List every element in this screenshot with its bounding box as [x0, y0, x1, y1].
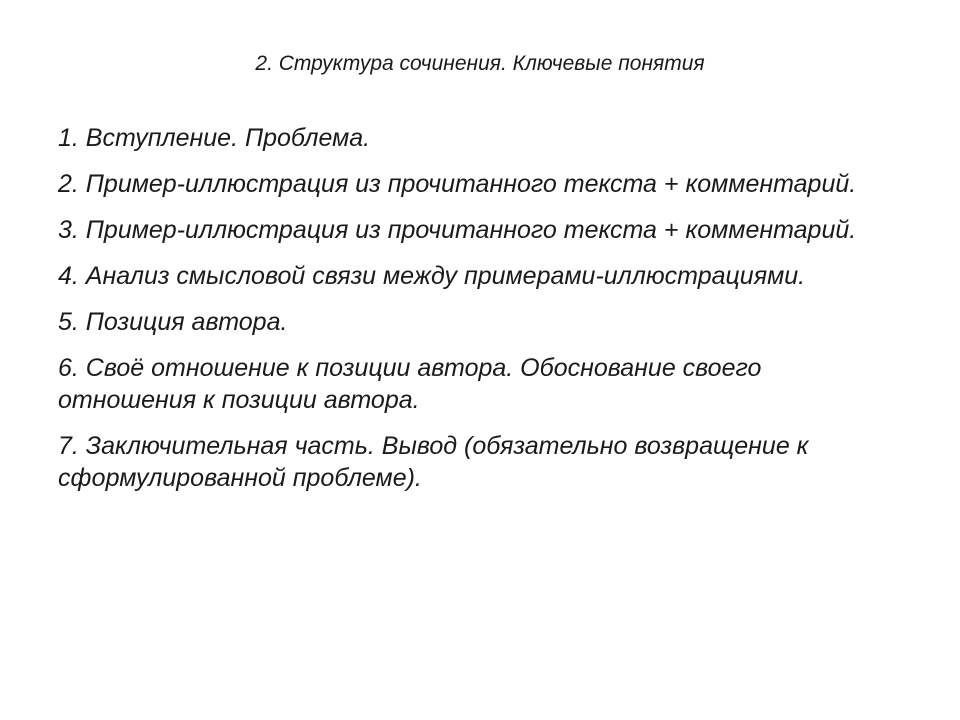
outline-item-6: 6. Своё отношение к позиции автора. Обоснование своего отношения к позиции автора.: [58, 354, 762, 414]
outline-item-5: 5. Позиция автора.: [58, 308, 288, 336]
outline-item-7: 7. Заключительная часть. Вывод (обязательно возвращение к сформулированной проблеме).: [58, 432, 809, 492]
outline-item-4: 4. Анализ смысловой связи между примерами-иллюстрациями.: [58, 262, 806, 290]
outline-item-3: 3. Пример-иллюстрация из прочитанного текста + комментарий.: [58, 216, 857, 244]
slide-title: 2. Структура сочинения. Ключевые понятия: [255, 52, 705, 75]
outline-item-1: 1. Вступление. Проблема.: [58, 124, 371, 152]
outline-item-2: 2. Пример-иллюстрация из прочитанного текста + комментарий.: [58, 170, 857, 198]
outline-list: [58, 122, 878, 508]
